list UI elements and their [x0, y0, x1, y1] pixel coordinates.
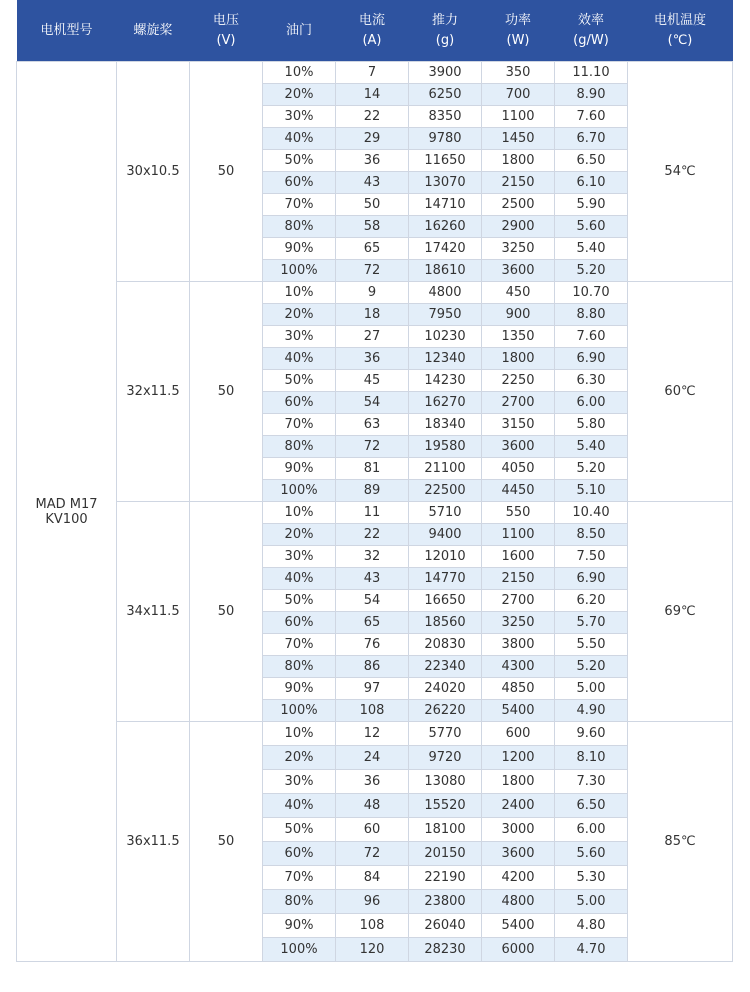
table-row [17, 282, 733, 304]
thrust-cell: 18610 [409, 260, 482, 282]
power-cell: 1600 [482, 546, 555, 568]
voltage-cell: 50 [190, 62, 263, 282]
header-voltage [190, 0, 263, 62]
throttle-cell: 50% [263, 370, 336, 392]
efficiency-cell: 6.00 [555, 392, 628, 414]
throttle-cell: 60% [263, 172, 336, 194]
power-cell: 3600 [482, 436, 555, 458]
efficiency-cell: 4.90 [555, 700, 628, 722]
voltage-cell: 50 [190, 282, 263, 502]
header-efficiency [555, 0, 628, 62]
power-cell: 350 [482, 62, 555, 84]
power-cell: 700 [482, 84, 555, 106]
efficiency-cell: 6.10 [555, 172, 628, 194]
efficiency-cell: 9.60 [555, 722, 628, 746]
throttle-cell: 70% [263, 194, 336, 216]
current-cell: 120 [336, 938, 409, 962]
header-voltage-label: 电压 [212, 12, 239, 28]
current-cell: 9 [336, 282, 409, 304]
thrust-cell: 19580 [409, 436, 482, 458]
throttle-cell: 90% [263, 678, 336, 700]
header-motor-temp-unit: (℃) [667, 32, 693, 48]
efficiency-cell: 6.70 [555, 128, 628, 150]
current-cell: 65 [336, 612, 409, 634]
current-cell: 12 [336, 722, 409, 746]
thrust-cell: 9720 [409, 746, 482, 770]
efficiency-cell: 7.60 [555, 326, 628, 348]
power-cell: 4450 [482, 480, 555, 502]
current-cell: 96 [336, 890, 409, 914]
power-cell: 4850 [482, 678, 555, 700]
throttle-cell: 40% [263, 568, 336, 590]
current-cell: 108 [336, 914, 409, 938]
thrust-cell: 4800 [409, 282, 482, 304]
thrust-cell: 11650 [409, 150, 482, 172]
power-cell: 3250 [482, 612, 555, 634]
voltage-cell: 50 [190, 502, 263, 722]
propeller-cell: 34x11.5 [117, 502, 190, 722]
thrust-cell: 5710 [409, 502, 482, 524]
current-cell: 43 [336, 172, 409, 194]
thrust-cell: 28230 [409, 938, 482, 962]
header-thrust [409, 0, 482, 62]
header-current-unit: (A) [362, 32, 382, 48]
throttle-cell: 20% [263, 304, 336, 326]
thrust-cell: 24020 [409, 678, 482, 700]
throttle-cell: 100% [263, 260, 336, 282]
motor-test-table [16, 0, 733, 962]
header-efficiency-unit: (g/W) [573, 32, 609, 48]
throttle-cell: 60% [263, 842, 336, 866]
power-cell: 1100 [482, 106, 555, 128]
efficiency-cell: 8.90 [555, 84, 628, 106]
thrust-cell: 13080 [409, 770, 482, 794]
current-cell: 32 [336, 546, 409, 568]
efficiency-cell: 5.70 [555, 612, 628, 634]
current-cell: 36 [336, 348, 409, 370]
header-power [482, 0, 555, 62]
power-cell: 2250 [482, 370, 555, 392]
efficiency-cell: 6.50 [555, 150, 628, 172]
thrust-cell: 7950 [409, 304, 482, 326]
throttle-cell: 40% [263, 348, 336, 370]
thrust-cell: 3900 [409, 62, 482, 84]
efficiency-cell: 8.50 [555, 524, 628, 546]
throttle-cell: 20% [263, 524, 336, 546]
power-cell: 4300 [482, 656, 555, 678]
motor-temp-cell: 69℃ [628, 502, 733, 722]
power-cell: 2700 [482, 392, 555, 414]
current-cell: 45 [336, 370, 409, 392]
throttle-cell: 40% [263, 128, 336, 150]
efficiency-cell: 6.90 [555, 348, 628, 370]
thrust-cell: 20150 [409, 842, 482, 866]
throttle-cell: 50% [263, 590, 336, 612]
power-cell: 3600 [482, 260, 555, 282]
throttle-cell: 10% [263, 282, 336, 304]
power-cell: 2400 [482, 794, 555, 818]
throttle-cell: 10% [263, 62, 336, 84]
thrust-cell: 12340 [409, 348, 482, 370]
power-cell: 4200 [482, 866, 555, 890]
throttle-cell: 40% [263, 794, 336, 818]
current-cell: 43 [336, 568, 409, 590]
header-voltage-unit: (V) [216, 32, 236, 48]
power-cell: 4800 [482, 890, 555, 914]
thrust-cell: 13070 [409, 172, 482, 194]
current-cell: 72 [336, 436, 409, 458]
throttle-cell: 30% [263, 770, 336, 794]
current-cell: 7 [336, 62, 409, 84]
current-cell: 22 [336, 524, 409, 546]
current-cell: 36 [336, 770, 409, 794]
throttle-cell: 80% [263, 216, 336, 238]
thrust-cell: 14770 [409, 568, 482, 590]
current-cell: 24 [336, 746, 409, 770]
power-cell: 450 [482, 282, 555, 304]
power-cell: 1350 [482, 326, 555, 348]
thrust-cell: 9780 [409, 128, 482, 150]
thrust-cell: 16270 [409, 392, 482, 414]
header-thrust-unit: (g) [435, 32, 455, 48]
throttle-cell: 70% [263, 414, 336, 436]
thrust-cell: 16260 [409, 216, 482, 238]
header-motor-temp-label: 电机温度 [653, 12, 706, 28]
table-row [17, 502, 733, 524]
current-cell: 54 [336, 392, 409, 414]
efficiency-cell: 5.20 [555, 458, 628, 480]
power-cell: 2150 [482, 172, 555, 194]
efficiency-cell: 5.10 [555, 480, 628, 502]
current-cell: 76 [336, 634, 409, 656]
voltage-cell: 50 [190, 722, 263, 962]
power-cell: 4050 [482, 458, 555, 480]
efficiency-cell: 5.20 [555, 656, 628, 678]
current-cell: 86 [336, 656, 409, 678]
thrust-cell: 9400 [409, 524, 482, 546]
efficiency-cell: 10.70 [555, 282, 628, 304]
throttle-cell: 100% [263, 700, 336, 722]
throttle-cell: 60% [263, 392, 336, 414]
thrust-cell: 18340 [409, 414, 482, 436]
thrust-cell: 6250 [409, 84, 482, 106]
efficiency-cell: 4.70 [555, 938, 628, 962]
efficiency-cell: 5.90 [555, 194, 628, 216]
thrust-cell: 8350 [409, 106, 482, 128]
thrust-cell: 14710 [409, 194, 482, 216]
current-cell: 72 [336, 260, 409, 282]
table-row [17, 62, 733, 84]
power-cell: 1100 [482, 524, 555, 546]
thrust-cell: 15520 [409, 794, 482, 818]
throttle-cell: 80% [263, 656, 336, 678]
power-cell: 3150 [482, 414, 555, 436]
throttle-cell: 90% [263, 914, 336, 938]
thrust-cell: 22190 [409, 866, 482, 890]
table-body [17, 62, 733, 962]
current-cell: 18 [336, 304, 409, 326]
thrust-cell: 5770 [409, 722, 482, 746]
throttle-cell: 20% [263, 84, 336, 106]
power-cell: 2900 [482, 216, 555, 238]
efficiency-cell: 5.80 [555, 414, 628, 436]
throttle-cell: 20% [263, 746, 336, 770]
thrust-cell: 10230 [409, 326, 482, 348]
current-cell: 58 [336, 216, 409, 238]
efficiency-cell: 5.60 [555, 842, 628, 866]
current-cell: 36 [336, 150, 409, 172]
propeller-cell: 30x10.5 [117, 62, 190, 282]
header-power-unit: (W) [506, 32, 530, 48]
power-cell: 3250 [482, 238, 555, 260]
thrust-cell: 21100 [409, 458, 482, 480]
thrust-cell: 23800 [409, 890, 482, 914]
throttle-cell: 90% [263, 458, 336, 480]
throttle-cell: 50% [263, 150, 336, 172]
header-motor-model [17, 0, 117, 62]
thrust-cell: 20830 [409, 634, 482, 656]
current-cell: 84 [336, 866, 409, 890]
thrust-cell: 16650 [409, 590, 482, 612]
current-cell: 29 [336, 128, 409, 150]
current-cell: 50 [336, 194, 409, 216]
efficiency-cell: 5.60 [555, 216, 628, 238]
current-cell: 97 [336, 678, 409, 700]
header-motor-model-label: 电机型号 [40, 22, 93, 38]
thrust-cell: 26040 [409, 914, 482, 938]
power-cell: 3800 [482, 634, 555, 656]
power-cell: 3000 [482, 818, 555, 842]
motor-model-kv: KV100 [45, 511, 88, 527]
current-cell: 14 [336, 84, 409, 106]
efficiency-cell: 8.80 [555, 304, 628, 326]
propeller-cell: 32x11.5 [117, 282, 190, 502]
throttle-cell: 80% [263, 436, 336, 458]
current-cell: 72 [336, 842, 409, 866]
table-row [17, 722, 733, 746]
efficiency-cell: 5.50 [555, 634, 628, 656]
power-cell: 5400 [482, 700, 555, 722]
efficiency-cell: 6.20 [555, 590, 628, 612]
throttle-cell: 100% [263, 938, 336, 962]
power-cell: 2150 [482, 568, 555, 590]
header-throttle-label: 油门 [285, 22, 312, 38]
power-cell: 600 [482, 722, 555, 746]
current-cell: 63 [336, 414, 409, 436]
throttle-cell: 50% [263, 818, 336, 842]
thrust-cell: 18100 [409, 818, 482, 842]
throttle-cell: 30% [263, 106, 336, 128]
power-cell: 1200 [482, 746, 555, 770]
efficiency-cell: 7.30 [555, 770, 628, 794]
throttle-cell: 90% [263, 238, 336, 260]
table-header-row [17, 0, 733, 62]
efficiency-cell: 5.20 [555, 260, 628, 282]
power-cell: 2700 [482, 590, 555, 612]
power-cell: 3600 [482, 842, 555, 866]
throttle-cell: 70% [263, 866, 336, 890]
efficiency-cell: 7.60 [555, 106, 628, 128]
current-cell: 22 [336, 106, 409, 128]
header-propeller [117, 0, 190, 62]
current-cell: 108 [336, 700, 409, 722]
efficiency-cell: 5.30 [555, 866, 628, 890]
power-cell: 5400 [482, 914, 555, 938]
header-throttle [263, 0, 336, 62]
thrust-cell: 12010 [409, 546, 482, 568]
current-cell: 54 [336, 590, 409, 612]
thrust-cell: 22340 [409, 656, 482, 678]
current-cell: 48 [336, 794, 409, 818]
header-current [336, 0, 409, 62]
power-cell: 2500 [482, 194, 555, 216]
header-current-label: 电流 [358, 12, 385, 28]
efficiency-cell: 5.00 [555, 890, 628, 914]
efficiency-cell: 6.30 [555, 370, 628, 392]
efficiency-cell: 5.40 [555, 436, 628, 458]
efficiency-cell: 6.50 [555, 794, 628, 818]
current-cell: 60 [336, 818, 409, 842]
efficiency-cell: 6.00 [555, 818, 628, 842]
motor-model-name: MAD M17 [35, 496, 98, 512]
current-cell: 11 [336, 502, 409, 524]
power-cell: 900 [482, 304, 555, 326]
current-cell: 27 [336, 326, 409, 348]
header-power-label: 功率 [504, 12, 531, 28]
efficiency-cell: 5.00 [555, 678, 628, 700]
efficiency-cell: 4.80 [555, 914, 628, 938]
efficiency-cell: 6.90 [555, 568, 628, 590]
efficiency-cell: 11.10 [555, 62, 628, 84]
thrust-cell: 18560 [409, 612, 482, 634]
power-cell: 1800 [482, 770, 555, 794]
header-motor-temp [628, 0, 733, 62]
throttle-cell: 30% [263, 546, 336, 568]
thrust-cell: 17420 [409, 238, 482, 260]
power-cell: 6000 [482, 938, 555, 962]
throttle-cell: 70% [263, 634, 336, 656]
header-thrust-label: 推力 [431, 12, 458, 28]
throttle-cell: 100% [263, 480, 336, 502]
efficiency-cell: 5.40 [555, 238, 628, 260]
thrust-cell: 26220 [409, 700, 482, 722]
thrust-cell: 22500 [409, 480, 482, 502]
current-cell: 81 [336, 458, 409, 480]
throttle-cell: 10% [263, 502, 336, 524]
thrust-cell: 14230 [409, 370, 482, 392]
header-propeller-label: 螺旋桨 [133, 22, 173, 38]
efficiency-cell: 10.40 [555, 502, 628, 524]
power-cell: 1450 [482, 128, 555, 150]
power-cell: 550 [482, 502, 555, 524]
propeller-cell: 36x11.5 [117, 722, 190, 962]
current-cell: 65 [336, 238, 409, 260]
throttle-cell: 80% [263, 890, 336, 914]
header-efficiency-label: 效率 [577, 12, 604, 28]
current-cell: 89 [336, 480, 409, 502]
power-cell: 1800 [482, 348, 555, 370]
motor-temp-cell: 85℃ [628, 722, 733, 962]
efficiency-cell: 7.50 [555, 546, 628, 568]
throttle-cell: 10% [263, 722, 336, 746]
motor-temp-cell: 60℃ [628, 282, 733, 502]
motor-model-cell [17, 62, 117, 962]
motor-temp-cell: 54℃ [628, 62, 733, 282]
throttle-cell: 30% [263, 326, 336, 348]
power-cell: 1800 [482, 150, 555, 172]
efficiency-cell: 8.10 [555, 746, 628, 770]
throttle-cell: 60% [263, 612, 336, 634]
